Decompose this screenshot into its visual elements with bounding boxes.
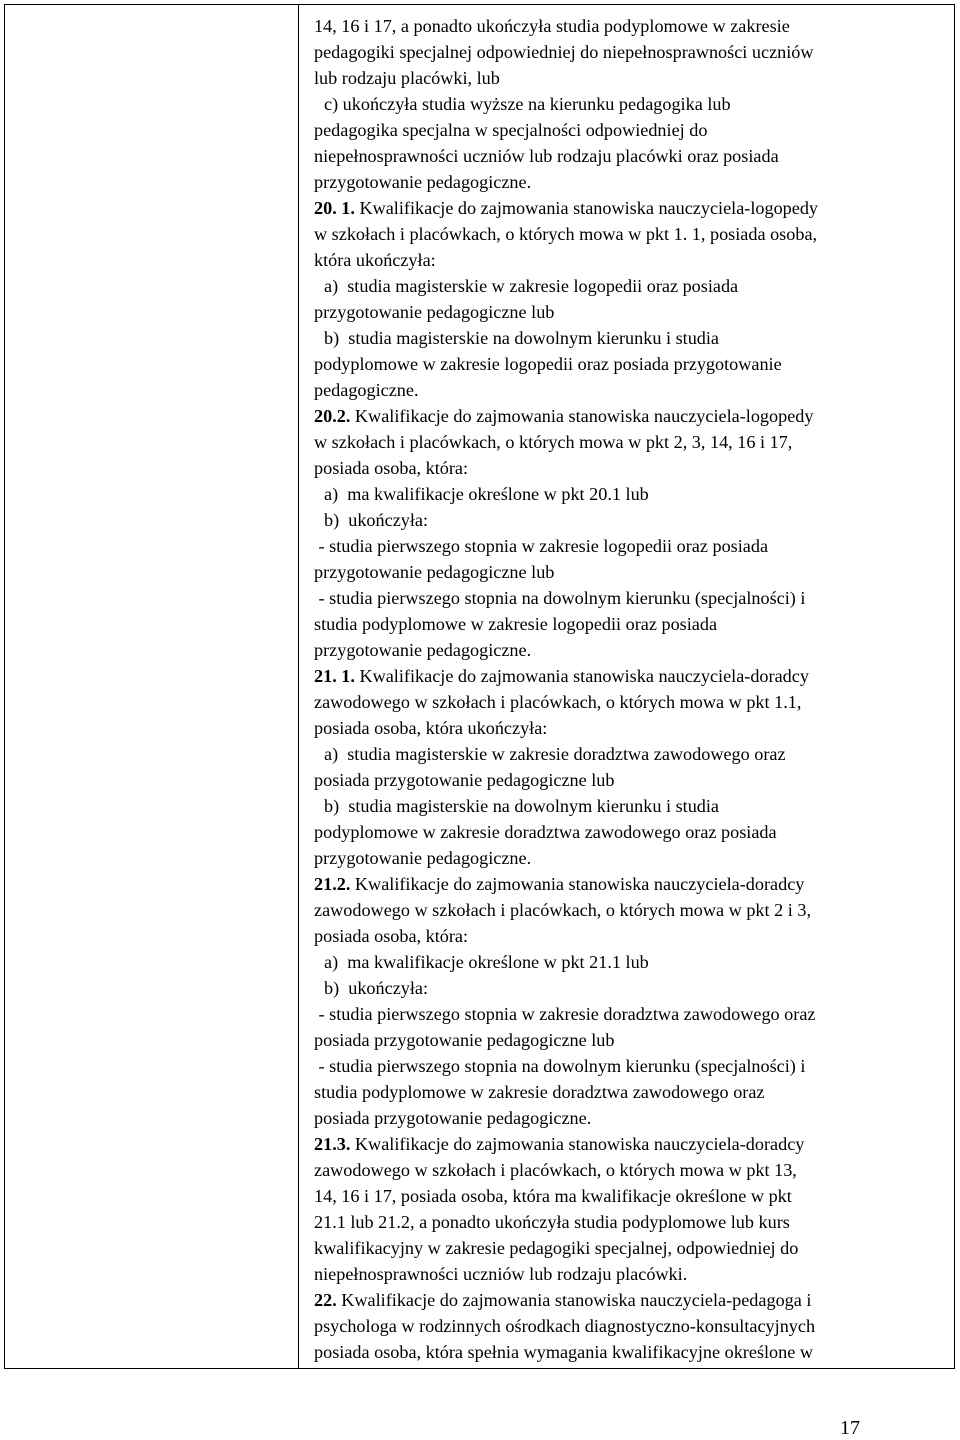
line-text: która ukończyła:	[314, 250, 436, 270]
line-text: psychologa w rodzinnych ośrodkach diagnostyczno-konsultacyjnych	[314, 1316, 816, 1336]
line-text: a) studia magisterskie w zakresie doradztwa zawodowego oraz	[324, 744, 786, 764]
text-line	[314, 325, 954, 351]
text-line	[314, 1053, 954, 1079]
text-line	[314, 1235, 954, 1261]
text-line	[314, 39, 954, 65]
text-line	[314, 871, 954, 897]
line-text: - studia pierwszego stopnia w zakresie doradztwa zawodowego oraz	[314, 1004, 816, 1024]
line-text: posiada przygotowanie pedagogiczne lub	[314, 1030, 615, 1050]
line-text: b) ukończyła:	[324, 978, 429, 998]
line-text: lub rodzaju placówki, lub	[314, 68, 500, 88]
section-number: 21. 1.	[314, 666, 355, 686]
line-text: posiada osoba, która:	[314, 458, 469, 478]
line-text: b) ukończyła:	[324, 510, 429, 530]
line-text: posiada osoba, która:	[314, 926, 469, 946]
line-text: b) studia magisterskie na dowolnym kierunku i studia	[324, 328, 720, 348]
line-text: - studia pierwszego stopnia na dowolnym kierunku (specjalności) i	[314, 588, 806, 608]
text-line	[314, 1209, 954, 1235]
line-text: posiada przygotowanie pedagogiczne lub	[314, 770, 615, 790]
line-text: 14, 16 i 17, posiada osoba, która ma kwalifikacje określone w pkt	[314, 1186, 792, 1206]
text-line	[314, 637, 954, 663]
text-line	[314, 351, 954, 377]
line-text: Kwalifikacje do zajmowania stanowiska nauczyciela-logopedy	[354, 198, 819, 218]
text-line	[314, 611, 954, 637]
line-text: posiada przygotowanie pedagogiczne.	[314, 1108, 592, 1128]
text-line	[314, 1183, 954, 1209]
text-line	[314, 689, 954, 715]
line-text: a) studia magisterskie w zakresie logopedii oraz posiada	[324, 276, 739, 296]
text-line	[314, 559, 954, 585]
text-line	[314, 949, 954, 975]
table-frame	[4, 4, 955, 1369]
text-line	[314, 1131, 954, 1157]
text-line	[314, 1027, 954, 1053]
line-text: 21.1 lub 21.2, a ponadto ukończyła studia podyplomowe lub kurs	[314, 1212, 790, 1232]
section-number: 20.2.	[314, 406, 351, 426]
line-text: posiada osoba, która ukończyła:	[314, 718, 548, 738]
line-text: b) studia magisterskie na dowolnym kierunku i studia	[324, 796, 720, 816]
text-line	[314, 975, 954, 1001]
line-text: przygotowanie pedagogiczne lub	[314, 302, 555, 322]
text-line	[314, 741, 954, 767]
line-text: niepełnosprawności uczniów lub rodzaju placówki oraz posiada	[314, 146, 779, 166]
line-text: podyplomowe w zakresie logopedii oraz posiada przygotowanie	[314, 354, 782, 374]
text-line	[314, 377, 954, 403]
text-line	[314, 1313, 954, 1339]
section-number: 21.3.	[314, 1134, 351, 1154]
line-text: zawodowego w szkołach i placówkach, o których mowa w pkt 13,	[314, 1160, 797, 1180]
page-number: 17	[840, 1417, 860, 1439]
text-line	[314, 1157, 954, 1183]
line-text: Kwalifikacje do zajmowania stanowiska nauczyciela-logopedy	[350, 406, 814, 426]
text-line	[314, 533, 954, 559]
line-text: - studia pierwszego stopnia w zakresie logopedii oraz posiada	[314, 536, 769, 556]
section-number: 22.	[314, 1290, 337, 1310]
line-text: zawodowego w szkołach i placówkach, o których mowa w pkt 1.1,	[314, 692, 802, 712]
text-line	[314, 1287, 954, 1313]
line-text: w szkołach i placówkach, o których mowa w pkt 1. 1, posiada osoba,	[314, 224, 818, 244]
text-line	[314, 65, 954, 91]
line-text: kwalifikacyjny w zakresie pedagogiki specjalnej, odpowiedniej do	[314, 1238, 799, 1258]
text-line	[314, 897, 954, 923]
line-text: przygotowanie pedagogiczne.	[314, 172, 532, 192]
text-line	[314, 793, 954, 819]
line-text: Kwalifikacje do zajmowania stanowiska nauczyciela-doradcy	[354, 666, 809, 686]
text-line	[314, 585, 954, 611]
text-line	[314, 1261, 954, 1287]
line-text: pedagogika specjalna w specjalności odpowiedniej do	[314, 120, 708, 140]
text-line	[314, 429, 954, 455]
line-text: przygotowanie pedagogiczne lub	[314, 562, 555, 582]
text-line	[314, 767, 954, 793]
line-text: w szkołach i placówkach, o których mowa w pkt 2, 3, 14, 16 i 17,	[314, 432, 793, 452]
line-text: Kwalifikacje do zajmowania stanowiska nauczyciela-doradcy	[350, 1134, 805, 1154]
line-text: c) ukończyła studia wyższe na kierunku pedagogika lub	[324, 94, 731, 114]
line-text: podyplomowe w zakresie doradztwa zawodowego oraz posiada	[314, 822, 777, 842]
section-number: 21.2.	[314, 874, 351, 894]
text-line	[314, 507, 954, 533]
document-text-cell	[314, 13, 954, 1365]
line-text: 14, 16 i 17, a ponadto ukończyła studia podyplomowe w zakresie	[314, 16, 790, 36]
text-line	[314, 663, 954, 689]
text-line	[314, 481, 954, 507]
text-line	[314, 247, 954, 273]
line-text: Kwalifikacje do zajmowania stanowiska nauczyciela-doradcy	[350, 874, 805, 894]
line-text: przygotowanie pedagogiczne.	[314, 848, 532, 868]
line-text: studia podyplomowe w zakresie logopedii oraz posiada	[314, 614, 718, 634]
text-line	[314, 1105, 954, 1131]
text-line	[314, 91, 954, 117]
line-text: zawodowego w szkołach i placówkach, o których mowa w pkt 2 i 3,	[314, 900, 811, 920]
text-line	[314, 845, 954, 871]
text-line	[314, 143, 954, 169]
text-line	[314, 923, 954, 949]
line-text: niepełnosprawności uczniów lub rodzaju placówki.	[314, 1264, 688, 1284]
line-text: posiada osoba, która spełnia wymagania kwalifikacyjne określone w	[314, 1342, 813, 1362]
text-line	[314, 455, 954, 481]
line-text: pedagogiki specjalnej odpowiedniej do niepełnosprawności uczniów	[314, 42, 814, 62]
text-line	[314, 819, 954, 845]
text-line	[314, 117, 954, 143]
text-line	[314, 299, 954, 325]
line-text: pedagogiczne.	[314, 380, 419, 400]
text-line	[314, 1001, 954, 1027]
line-text: a) ma kwalifikacje określone w pkt 21.1 lub	[324, 952, 649, 972]
text-line	[314, 715, 954, 741]
text-line	[314, 273, 954, 299]
section-number: 20. 1.	[314, 198, 355, 218]
line-text: studia podyplomowe w zakresie doradztwa zawodowego oraz	[314, 1082, 765, 1102]
text-line	[314, 195, 954, 221]
text-line	[314, 221, 954, 247]
text-line	[314, 1339, 954, 1365]
line-text: a) ma kwalifikacje określone w pkt 20.1 lub	[324, 484, 649, 504]
text-line	[314, 169, 954, 195]
text-line	[314, 1079, 954, 1105]
text-line	[314, 403, 954, 429]
text-line	[314, 13, 954, 39]
line-text: przygotowanie pedagogiczne.	[314, 640, 532, 660]
line-text: Kwalifikacje do zajmowania stanowiska nauczyciela-pedagoga i	[336, 1290, 812, 1310]
line-text: - studia pierwszego stopnia na dowolnym kierunku (specjalności) i	[314, 1056, 806, 1076]
column-divider	[298, 5, 299, 1368]
